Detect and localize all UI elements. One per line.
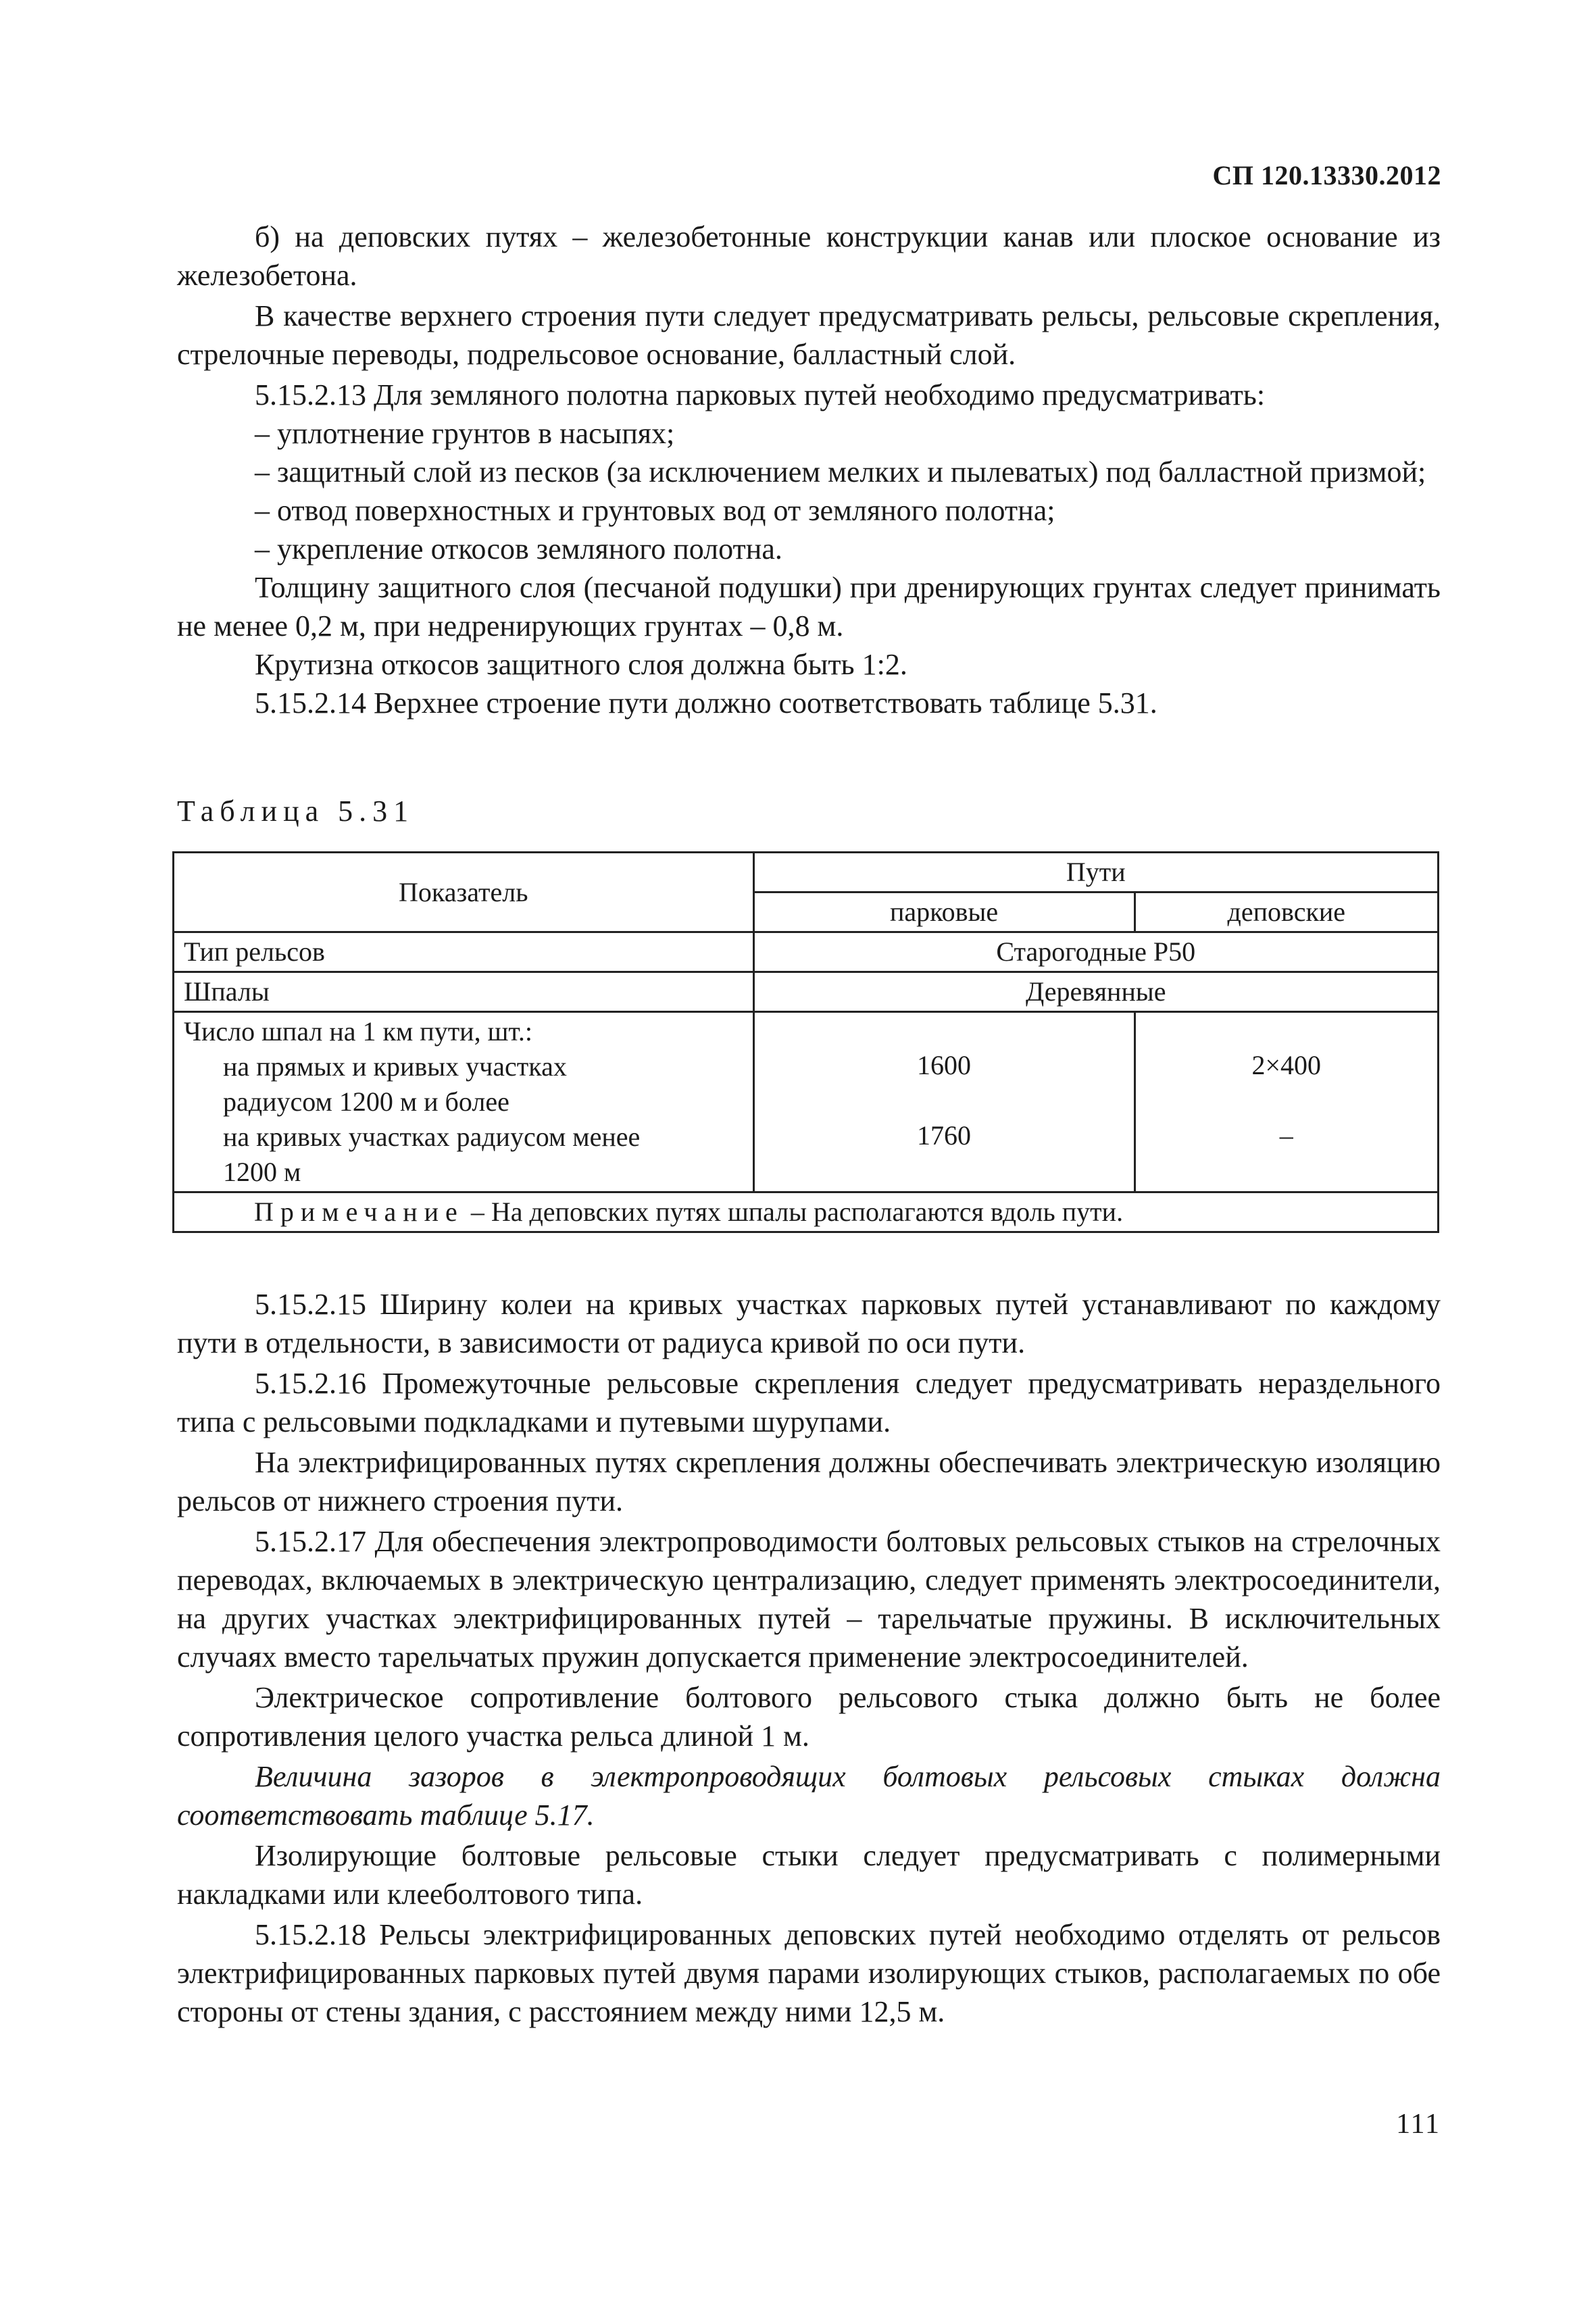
- paragraph: В качестве верхнего строения пути следует предусматривать рельсы, рельсовые скрепления, стрелочные переводы, подрельсовое основание, балластный слой.: [177, 299, 1441, 371]
- cell-value: 1600: [917, 1050, 972, 1080]
- paragraph: Величина зазоров в электропроводящих болтовых рельсовых стыках должна соответствовать таблице 5.17.: [177, 1760, 1441, 1832]
- table-row: [174, 932, 1439, 972]
- paragraph: Крутизна откосов защитного слоя должна быть 1:2.: [255, 648, 907, 681]
- table-row: [174, 972, 1439, 1012]
- row-values-depot: [1134, 1012, 1438, 1192]
- header-tracks: Пути: [753, 853, 1439, 892]
- table-caption: Таблица 5.31: [177, 795, 415, 828]
- row-value: Деревянные: [753, 972, 1439, 1012]
- list-item: – уплотнение грунтов в насыпях;: [255, 417, 675, 450]
- paragraph: б) на деповских путях – железобетонные конструкции канав или плоское основание из железобетона.: [177, 220, 1441, 292]
- paragraph: Изолирующие болтовые рельсовые стыки следует предусматривать с полимерными накладками или клееболтового типа.: [177, 1839, 1441, 1911]
- list-item: – защитный слой из песков (за исключением мелких и пылеватых) под балластной призмой;: [255, 455, 1426, 488]
- text-block-top: [177, 218, 1441, 722]
- table-note: [174, 1192, 1439, 1232]
- table-5-31: [172, 851, 1439, 1233]
- paragraph: На электрифицированных путях скрепления должны обеспечивать электрическую изоляцию рельсов от нижнего строения пути.: [177, 1446, 1441, 1517]
- paragraph: Толщину защитного слоя (песчаной подушки) при дренирующих грунтах следует принимать не менее 0,2 м, при недренирующих грунтах – 0,8 м.: [177, 571, 1441, 643]
- paragraph: Электрическое сопротивление болтового рельсового стыка должно быть не более сопротивления целого участка рельса длиной 1 м.: [177, 1681, 1441, 1753]
- document-code: СП 120.13330.2012: [1212, 160, 1441, 191]
- cell-value: –: [1279, 1120, 1293, 1151]
- note-text: – На деповских путях шпалы располагаются вдоль пути.: [464, 1197, 1124, 1227]
- table-note-row: [174, 1192, 1439, 1232]
- paragraph: 5.15.2.16 Промежуточные рельсовые скрепления следует предусматривать нераздельного типа с рельсовыми подкладками и путевыми шурупами.: [177, 1367, 1441, 1438]
- row-label: Шпалы: [174, 972, 754, 1012]
- table-header-row: [174, 853, 1439, 892]
- header-depot: деповские: [1134, 892, 1438, 932]
- header-park: парковые: [753, 892, 1134, 932]
- paragraph: 5.15.2.13 Для земляного полотна парковых путей необходимо предусматривать:: [255, 378, 1266, 411]
- paragraph: 5.15.2.14 Верхнее строение пути должно соответствовать таблице 5.31.: [255, 686, 1157, 720]
- cell-value: 2×400: [1251, 1050, 1322, 1080]
- row-values-park: [753, 1012, 1134, 1192]
- cell-value: 1760: [917, 1120, 972, 1151]
- row-sub-label: на кривых участках радиусом менее: [223, 1122, 641, 1152]
- row-value: Старогодные Р50: [753, 932, 1439, 972]
- list-item: – укрепление откосов земляного полотна.: [255, 532, 782, 565]
- row-label: [174, 1012, 754, 1192]
- table-row: [174, 1012, 1439, 1192]
- page-number: 111: [1396, 2109, 1441, 2140]
- note-label: Примечание: [254, 1197, 464, 1227]
- paragraph: 5.15.2.15 Ширину колеи на кривых участках парковых путей устанавливают по каждому пути в отдельности, в зависимости от радиуса кривой по оси пути.: [177, 1288, 1441, 1359]
- row-sub-label: на прямых и кривых участках: [223, 1051, 567, 1082]
- paragraph: 5.15.2.18 Рельсы электрифицированных деповских путей необходимо отделять от рельсов электрифицированных парковых путей двумя парами изолирующих стыков, располагаемых по обе стороны от стены здания, с расстоянием между ними 12,5 м.: [177, 1918, 1441, 2028]
- paragraph: 5.15.2.17 Для обеспечения электропроводимости болтовых рельсовых стыков на стрелочных переводах, включаемых в электрическую централизацию, следует применять электросоединители, на других участках электрифицированных путей – тарельчатые пружины. В исключительных случаях вместо тарельчатых пружин допускается применение электросоединителей.: [177, 1525, 1441, 1674]
- list-item: – отвод поверхностных и грунтовых вод от земляного полотна;: [255, 494, 1055, 527]
- row-label-main: Число шпал на 1 км пути, шт.:: [184, 1016, 532, 1047]
- header-indicator: Показатель: [174, 853, 754, 932]
- row-sub-label: радиусом 1200 м и более: [223, 1086, 509, 1117]
- row-sub-label: 1200 м: [223, 1157, 301, 1187]
- row-label: Тип рельсов: [174, 932, 754, 972]
- text-block-bottom: [177, 1285, 1441, 2031]
